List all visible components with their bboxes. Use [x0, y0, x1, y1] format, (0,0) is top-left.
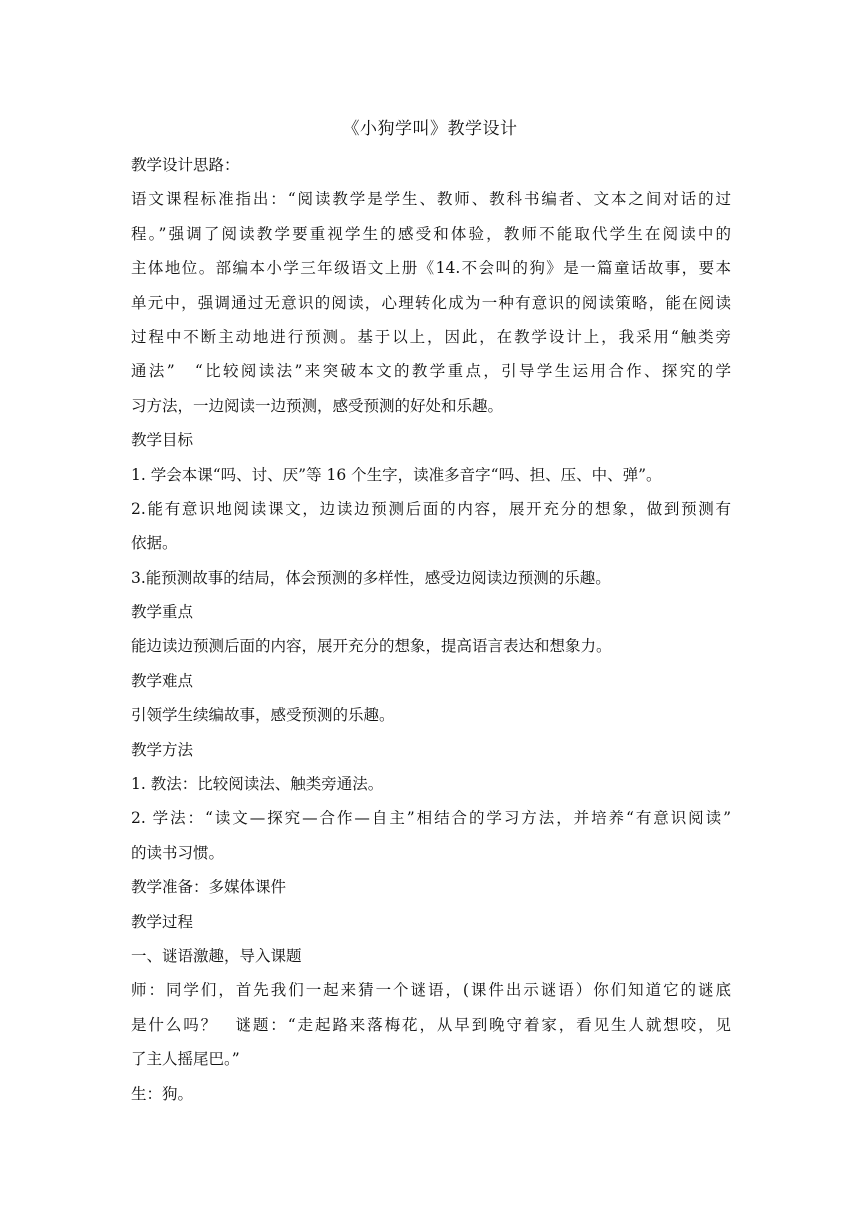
- text-line: 程。”强调了阅读教学要重视学生的感受和体验，教师不能取代学生在阅读中的: [131, 224, 731, 243]
- text-line: 2. 学法：“读文—探究—合作—自主”相结合的学习方法，并培养“有意识阅读”: [131, 809, 731, 828]
- text-line: 的读书习惯。: [131, 843, 225, 862]
- text-line: 主体地位。部编本小学三年级语文上册《14.不会叫的狗》是一篇童话故事，要本: [131, 259, 731, 278]
- text-line: 一、谜语激趣，导入课题: [131, 946, 302, 965]
- text-line: 1. 学会本课“吗、讨、厌”等 16 个生字，读准多音字“吗、担、压、中、弹”。: [131, 465, 662, 484]
- text-line: 过程中不断主动地进行预测。基于以上，因此，在教学设计上，我采用“触类旁: [131, 327, 731, 346]
- text-line: 能边读边预测后面的内容，展开充分的想象，提高语言表达和想象力。: [131, 637, 612, 656]
- text-line: 依据。: [131, 534, 178, 553]
- text-line: 2.能有意识地阅读课文，边读边预测后面的内容，展开充分的想象，做到预测有: [131, 499, 731, 518]
- text-line: 教学目标: [131, 431, 194, 450]
- text-line: 教学设计思路：: [131, 156, 240, 174]
- text-line: 教学难点: [131, 671, 194, 690]
- text-line: 教学方法: [131, 740, 194, 759]
- text-line: 了主人摇尾巴。”: [131, 1050, 240, 1069]
- text-line: 师：同学们，首先我们一起来猜一个谜语，(课件出示谜语）你们知道它的谜底: [131, 981, 731, 1000]
- document-body: [131, 148, 731, 1111]
- text-line: 1. 教法：比较阅读法、触类旁通法。: [131, 775, 384, 794]
- document-title: 《小狗学叫》教学设计: [342, 119, 518, 139]
- text-line: 是什么吗？ 谜题：“走起路来落梅花，从早到晚守着家，看见生人就想咬，见: [131, 1015, 731, 1034]
- text-line: 语文课程标准指出：“阅读教学是学生、教师、教科书编者、文本之间对话的过: [131, 190, 731, 209]
- text-line: 通法” “比较阅读法”来突破本文的教学重点，引导学生运用合作、探究的学: [131, 362, 731, 381]
- text-line: 单元中，强调通过无意识的阅读，心理转化成为一种有意识的阅读策略，能在阅读: [131, 293, 731, 312]
- text-line: 习方法，一边阅读一边预测，感受预测的好处和乐趣。: [131, 396, 504, 415]
- text-line: 教学准备：多媒体课件: [131, 878, 287, 897]
- text-line: 教学重点: [131, 603, 194, 622]
- text-line: 教学过程: [131, 912, 194, 931]
- text-line: 3.能预测故事的结局，体会预测的多样性，感受边阅读边预测的乐趣。: [131, 568, 611, 587]
- text-line: 生：狗。: [131, 1084, 194, 1103]
- text-line: 引领学生续编故事，感受预测的乐趣。: [131, 706, 395, 725]
